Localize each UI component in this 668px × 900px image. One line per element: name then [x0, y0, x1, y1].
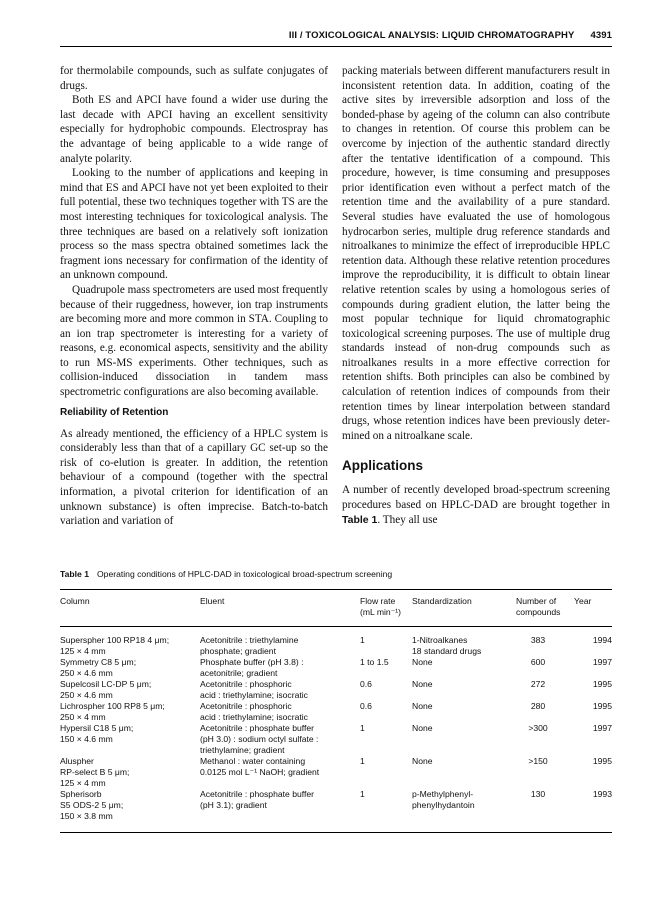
header-compounds: Number of compounds: [516, 590, 574, 627]
cell-eluent-line: acid : triethylamine; isocratic: [200, 712, 308, 722]
cell-eluent-line: 0.0125 mol L⁻¹ NaOH; gradient: [200, 767, 320, 777]
cell-eluent-line: (pH 3.1); gradient: [200, 800, 267, 810]
cell-flow-rate: 1: [360, 723, 365, 733]
paragraph-text: . They all use: [377, 513, 438, 526]
header-flow-rate: Flow rate (mL min⁻¹): [360, 590, 412, 627]
paragraph: Quadrupole mass spectrometers are used most frequently because of their ruggedness, however, ion trap instruments are becoming more and more common in STA. Coupling to an ion trap spectrometer is interesting for a variety of reasons, e.g. economical aspects, sensitivity and the ability to run MS-MS experiments. Other techniques, such as collision-induced dissociation in tandem mass spectrometric configurations are also becoming available.: [60, 283, 328, 399]
table-row: [60, 789, 612, 833]
table-caption-text: Operating conditions of HPLC-DAD in toxicological broad-spectrum screening: [96, 569, 393, 579]
cell-column: [60, 789, 200, 833]
cell-column-line: 150 × 4.6 mm: [60, 734, 113, 744]
cell-column-line: Lichrospher 100 RP8 5 μm;: [60, 701, 165, 711]
paragraph: Looking to the number of applications and keeping in mind that ES and APCI have not yet been exploited to their full potential, these two techniques together with TS are the most interesting techniques for toxicological analysis. The three techniques are based on a relatively soft ionization process so the mass spectra obtained sometimes lack the fragment ions necessary for confirmation of the identity of an unknown compound.: [60, 167, 328, 282]
paragraph: Both ES and APCI have found a wider use during the last decade with APCI having an excellent sensitivity especially for hydrophobic compounds. Electrospray has the advantage of being applicable to a wide range of analyte polarity.: [60, 94, 328, 165]
cell-year: 1995: [592, 756, 612, 766]
table-row: [60, 756, 612, 789]
cell-eluent-line: (pH 3.0) : sodium octyl sulfate :: [200, 734, 319, 744]
cell-eluent: [200, 627, 360, 658]
cell-column-line: 125 × 4 mm: [60, 778, 106, 788]
cell-year: 1993: [574, 789, 612, 833]
cell-standardization: [412, 789, 516, 833]
header-column: Column: [60, 590, 200, 627]
cell-compounds: 272: [530, 679, 546, 689]
cell-standardization: [412, 679, 516, 701]
cell-eluent: [200, 723, 360, 756]
cell-column-line: Hypersil C18 5 μm;: [60, 723, 134, 733]
cell-column: [60, 657, 200, 679]
cell-flow-rate: 1: [360, 789, 412, 833]
cell-eluent: [200, 657, 360, 679]
cell-eluent-line: Acetonitrile : phosphate buffer: [200, 723, 315, 733]
cell-compounds: >150: [528, 756, 548, 766]
cell-standardization: [412, 627, 516, 658]
cell-compounds: 383: [530, 635, 546, 645]
cell-year: 1995: [592, 679, 612, 689]
cell-eluent: [200, 756, 360, 789]
cell-standardization: [412, 723, 516, 756]
page-number: 4391: [590, 30, 612, 41]
table-1: [60, 569, 612, 833]
cell-eluent: [200, 789, 360, 833]
cell-column-line: S5 ODS-2 5 μm;: [60, 800, 124, 810]
cell-column-line: RP-select B 5 μm;: [60, 767, 130, 777]
cell-eluent: [200, 701, 360, 723]
cell-flow-rate: 1: [360, 756, 365, 766]
cell-column-line: 250 × 4 mm: [60, 712, 106, 722]
table-header-row: [60, 590, 612, 627]
cell-standardization: [412, 657, 516, 679]
paragraph-text: A number of recently developed broad-spectrum screening procedures based on HPLC-DAD are brought together in: [342, 484, 610, 512]
table-row: [60, 657, 612, 679]
cell-standardization-line: None: [412, 701, 433, 711]
cell-standardization-line: None: [412, 756, 433, 766]
cell-column: [60, 723, 200, 756]
cell-flow-rate: 0.6: [360, 679, 372, 689]
running-title: III / TOXICOLOGICAL ANALYSIS: LIQUID CHROMATOGRAPHY: [288, 30, 575, 41]
cell-standardization-line: None: [412, 723, 433, 733]
cell-column-line: 150 × 3.8 mm: [60, 811, 113, 821]
cell-year: 1997: [592, 657, 612, 667]
cell-column: [60, 627, 200, 658]
table-caption: [60, 569, 612, 580]
header-eluent: Eluent: [200, 590, 360, 627]
cell-standardization-line: 18 standard drugs: [412, 646, 482, 656]
cell-eluent-line: acid : triethylamine; isocratic: [200, 690, 308, 700]
cell-eluent: [200, 679, 360, 701]
cell-standardization-line: None: [412, 657, 433, 667]
cell-compounds: 600: [530, 657, 546, 667]
subsection-heading: Reliability of Retention: [60, 406, 169, 418]
cell-eluent-line: Acetonitrile : phosphate buffer: [200, 789, 315, 799]
paragraph: for thermolabile compounds, such as sulfate conjugates of drugs.: [60, 65, 328, 92]
cell-column-line: Spherisorb: [60, 789, 102, 799]
cell-eluent-line: acetonitrile; gradient: [200, 668, 278, 678]
cell-eluent-line: Acetonitrile : phosphoric: [200, 701, 292, 711]
cell-eluent-line: Phosphate buffer (pH 3.8) :: [200, 657, 304, 667]
cell-eluent-line: phosphate; gradient: [200, 646, 276, 656]
cell-standardization: [412, 756, 516, 789]
cell-column-line: 250 × 4.6 mm: [60, 668, 113, 678]
cell-compounds: 280: [530, 701, 546, 711]
cell-year: 1995: [592, 701, 612, 711]
cell-eluent-line: triethylamine; gradient: [200, 745, 285, 755]
cell-column-line: 125 × 4 mm: [60, 646, 106, 656]
cell-compounds: 130: [516, 789, 574, 833]
cell-column: [60, 701, 200, 723]
cell-column-line: Superspher 100 RP18 4 μm;: [60, 635, 170, 645]
table-body: [60, 627, 612, 833]
cell-column-line: Supelcosil LC-DP 5 μm;: [60, 679, 152, 689]
table-reference: Table 1: [342, 513, 378, 526]
left-column: [60, 64, 328, 529]
cell-column-line: 250 × 4.6 mm: [60, 690, 113, 700]
cell-column: [60, 679, 200, 701]
paragraph: [342, 483, 610, 527]
cell-standardization: [412, 701, 516, 723]
header-standardization: Standardization: [412, 590, 516, 627]
table-row: [60, 679, 612, 701]
paragraph: packing materials between different manufacturers result in inconsistent retention data. In addition, coating of the active sites by irreversible adsorption and loss of the bonded-phase by ageing of the column can also contribute to changes in retention. Of course this problem can be overcome by injection of the authentic standard directly after the tentative identification of a compound. This procedure, however, is time consuming and presupposes prior identification even without a perfect match of the retention time and the availability of a pure standard. Several studies have evaluated the use of homologous hydrocarbon series, multiple drug reference standards and nitroalkanes to minimize the effect of irreproducible HPLC retention data. Although these relative retention procedures improve the reproducibility, it is difficult to obtain linear relative retention scales by using a homologous series of compounds during gradient elution, the latter being the most popular technique for liquid chromatographic toxicological screening purposes. The use of multiple drug standards instead of non-drug compounds such as nitroalkanes results in a more effective correction for retention shifts. Both principles can also be combined by calculation of retention indices of compounds from their retention times by linear interpolation between standard drugs, whose retention indices have been previously determined on a nitroalkane scale.: [342, 65, 610, 442]
cell-flow-rate: 0.6: [360, 701, 372, 711]
cell-eluent-line: Methanol : water containing: [200, 756, 306, 766]
cell-column: [60, 756, 200, 789]
cell-eluent-line: Acetonitrile : phosphoric: [200, 679, 292, 689]
section-heading: Applications: [342, 458, 424, 474]
table-label: Table 1: [60, 569, 89, 579]
running-head: [60, 30, 612, 47]
cell-year: 1994: [592, 635, 612, 645]
cell-standardization-line: None: [412, 679, 433, 689]
cell-column-line: Symmetry C8 5 μm;: [60, 657, 137, 667]
cell-flow-rate: 1: [360, 635, 365, 645]
cell-standardization-line: 1-Nitroalkanes: [412, 635, 468, 645]
cell-compounds: >300: [528, 723, 548, 733]
paragraph: As already mentioned, the efficiency of a HPLC system is considerably less than that of a capillary GC set-up so the risk of co-elution is greater. In addition, the retention behaviour of a compound (together with the spectral information, a pivotal criterion for identification of an unknown substance) is often imprecise. Batch-to-batch variation and variation of: [60, 427, 328, 528]
cell-eluent-line: Acetonitrile : triethylamine: [200, 635, 299, 645]
table-row: [60, 627, 612, 658]
cell-column-line: Aluspher: [60, 756, 94, 766]
header-year: Year: [574, 590, 612, 627]
right-column: [342, 64, 610, 527]
table-row: [60, 701, 612, 723]
cell-standardization-line: p-Methylphenyl-: [412, 789, 474, 799]
cell-flow-rate: 1 to 1.5: [360, 657, 389, 667]
cell-year: 1997: [592, 723, 612, 733]
table-row: [60, 723, 612, 756]
cell-standardization-line: phenylhydantoin: [412, 800, 475, 810]
data-table: [60, 589, 612, 833]
